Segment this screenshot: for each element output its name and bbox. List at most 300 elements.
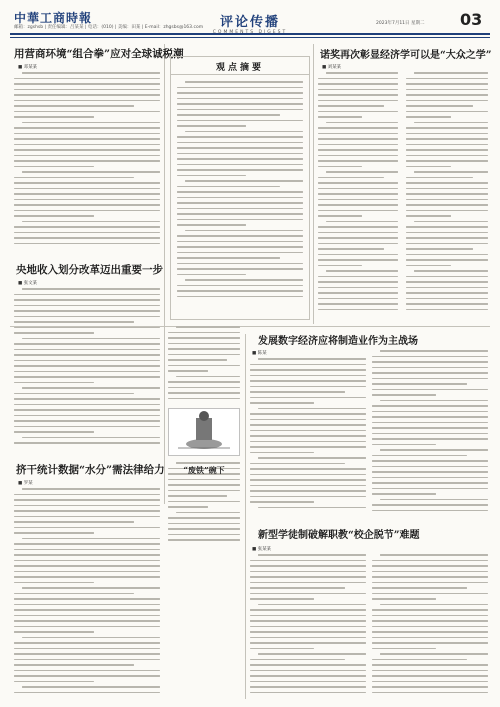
body-text-line [14, 675, 160, 677]
article-body-continued [406, 72, 488, 320]
body-text-line [14, 226, 160, 228]
body-text-line [406, 243, 488, 245]
body-text-line [14, 499, 160, 501]
body-text-line [318, 248, 384, 250]
body-text-line [406, 127, 488, 129]
body-text-line [14, 215, 94, 217]
body-text-line [318, 193, 398, 195]
body-text-line [258, 554, 366, 556]
article-body [14, 288, 160, 453]
body-text-line [406, 254, 488, 256]
body-text-line [14, 371, 160, 373]
body-text-line [168, 332, 240, 334]
article-body-continued [372, 554, 488, 700]
body-text-line [250, 419, 366, 421]
body-text-line [14, 327, 160, 329]
article-headline: 新型学徒制破解职教“校企脱节”难题 [258, 530, 420, 541]
newspaper-name: 中華工商時報 [14, 11, 93, 25]
body-text-line [372, 488, 488, 490]
body-text-line [406, 149, 488, 151]
body-text-line [318, 292, 398, 294]
body-text-line [14, 681, 94, 683]
body-text-line [372, 681, 488, 683]
body-text-line [318, 265, 362, 267]
body-text-line [406, 281, 488, 283]
body-text-line [177, 268, 303, 270]
body-text-line [177, 103, 303, 105]
body-text-line [177, 98, 303, 100]
body-text-line [14, 83, 160, 85]
body-text-line [14, 521, 134, 523]
body-text-line [22, 686, 160, 688]
body-text-line [14, 210, 160, 212]
body-text-line [372, 692, 488, 694]
body-text-line [22, 122, 160, 124]
body-text-line [14, 188, 160, 190]
body-text-line [372, 455, 467, 457]
body-text-line [168, 479, 240, 481]
body-text-line [14, 78, 160, 80]
section-title: 评论传播 [219, 15, 280, 30]
body-text-line [380, 400, 488, 402]
body-text-line [14, 426, 160, 428]
body-text-line [14, 532, 94, 534]
body-text-line [406, 292, 488, 294]
body-text-line [177, 224, 246, 226]
body-text-line [318, 210, 398, 212]
body-text-line [318, 144, 398, 146]
body-text-line [372, 394, 436, 396]
body-text-line [372, 675, 488, 677]
body-text-line [14, 111, 160, 113]
masthead-rule [10, 33, 490, 35]
body-text-line [14, 243, 160, 245]
body-text-line [177, 175, 246, 177]
body-text-line [177, 120, 303, 122]
body-text-line [318, 199, 398, 201]
body-text-line [380, 449, 488, 451]
body-text-line [406, 160, 488, 162]
body-text-line [372, 571, 488, 573]
body-text-line [372, 444, 436, 446]
body-text-line [168, 337, 240, 339]
body-text-line [177, 285, 303, 287]
body-text-line [14, 560, 160, 562]
body-text-line [14, 415, 160, 417]
body-text-line [250, 391, 345, 393]
body-text-line [14, 105, 134, 107]
body-text-line [318, 232, 398, 234]
body-text-line [250, 369, 366, 371]
article-byline: ■ 刘某某 [322, 65, 342, 70]
body-text-line [406, 133, 488, 135]
body-text-line [250, 637, 366, 639]
issue-date: 2023年7月11日 星期二 [376, 21, 425, 26]
body-text-line [414, 171, 488, 173]
body-text-line [22, 288, 160, 290]
body-text-line [14, 116, 94, 118]
body-text-line [406, 111, 488, 113]
body-text-line [372, 405, 488, 407]
body-text-line [14, 593, 134, 595]
body-text-line [22, 387, 160, 389]
column-divider [313, 44, 314, 324]
article-headline: 诺奖再次彰显经济学可以是“大众之学” [320, 50, 492, 61]
body-text-line [250, 642, 366, 644]
body-text-line [168, 348, 240, 350]
body-text-line [406, 105, 473, 107]
body-text-line [22, 221, 160, 223]
body-text-line [318, 89, 398, 91]
body-text-line [14, 659, 160, 661]
body-text-line [318, 138, 398, 140]
body-text-line [168, 398, 240, 400]
body-text-line [14, 133, 160, 135]
body-text-line [168, 370, 208, 372]
body-text-line [250, 375, 366, 377]
body-text-line [318, 116, 362, 118]
body-text-line [185, 279, 303, 281]
body-text-line [406, 177, 473, 179]
body-text-line [168, 381, 240, 383]
body-text-line [414, 122, 488, 124]
body-text-line [250, 565, 366, 567]
cartoon-title: “废铁”碗下 [183, 465, 225, 475]
body-text-line [250, 609, 366, 611]
article-body [14, 72, 160, 252]
body-text-line [250, 626, 366, 628]
body-text-line [177, 252, 303, 254]
body-text-line [414, 221, 488, 223]
body-text-line [406, 182, 488, 184]
body-text-line [250, 681, 366, 683]
body-text-line [14, 100, 160, 102]
body-text-line [318, 309, 398, 311]
body-text-line [250, 501, 314, 503]
body-text-line [406, 210, 488, 212]
body-text-line [14, 420, 160, 422]
body-text-line [168, 387, 240, 389]
body-text-line [14, 382, 94, 384]
body-text-line [406, 259, 488, 261]
body-text-line [177, 186, 280, 188]
body-text-line [380, 653, 488, 655]
body-text-line [406, 94, 488, 96]
body-text-line [14, 598, 160, 600]
body-text-line [406, 226, 488, 228]
body-text-line [14, 527, 160, 529]
body-text-line [14, 89, 160, 91]
body-text-line [177, 263, 303, 265]
body-text-line [168, 539, 240, 541]
body-text-line [177, 213, 303, 215]
body-text-line [318, 111, 398, 113]
body-text-line [185, 230, 303, 232]
body-text-line [14, 94, 160, 96]
body-text-line [372, 356, 488, 358]
body-text-line [177, 208, 303, 210]
body-text-line [168, 359, 227, 361]
body-text-line [250, 576, 366, 578]
body-text-line [14, 365, 160, 367]
body-text-line [318, 237, 398, 239]
article-body [318, 72, 398, 320]
body-text-line [326, 171, 398, 173]
body-text-line [14, 310, 160, 312]
body-text-line [326, 122, 398, 124]
body-text-line [318, 226, 398, 228]
cartoon-drawing [168, 408, 240, 456]
body-text-line [318, 78, 398, 80]
body-text-line [177, 296, 303, 298]
body-text-line [372, 460, 488, 462]
body-text-line [14, 332, 94, 334]
body-text-line [406, 276, 488, 278]
body-text-line [318, 204, 398, 206]
body-text-line [14, 127, 160, 129]
body-text-line [14, 615, 160, 617]
body-text-line [318, 298, 398, 300]
body-text-line [14, 349, 160, 351]
body-text-line [14, 316, 160, 318]
body-text-line [185, 131, 303, 133]
body-text-line [14, 193, 160, 195]
body-text-line [250, 485, 366, 487]
body-text-line [406, 232, 488, 234]
body-text-line [177, 109, 303, 111]
article-byline: ■ 陈某 [252, 351, 267, 356]
body-text-line [14, 294, 160, 296]
body-text-line [406, 303, 488, 305]
body-text-line [177, 197, 303, 199]
body-text-line [372, 378, 488, 380]
body-text-line [14, 149, 160, 151]
body-text-line [380, 604, 488, 606]
article-byline: ■ 张文某 [18, 281, 38, 286]
body-text-line [250, 631, 366, 633]
body-text-line [14, 160, 160, 162]
body-text-line [258, 507, 366, 509]
body-text-line [14, 670, 160, 672]
body-text-line [14, 232, 160, 234]
body-text-line [177, 158, 303, 160]
body-text-line [318, 94, 398, 96]
body-text-line [168, 501, 240, 503]
article-byline: ■ 邓某某 [18, 65, 38, 70]
body-text-line [250, 402, 314, 404]
body-text-line [177, 241, 303, 243]
body-text-line [14, 354, 160, 356]
body-text-line [318, 182, 398, 184]
masthead-info-line: 邮箱：zgshsb | 责任编辑：吕某某 | 电话：(010) | 美编：田某 | E-mail：zhgsbs@163.com [14, 25, 204, 30]
article-body-continued [372, 350, 488, 518]
body-text-line [372, 477, 488, 479]
body-text-line [250, 692, 366, 694]
body-text-line [250, 670, 366, 672]
body-text-line [326, 270, 398, 272]
body-text-line [14, 505, 160, 507]
body-text-line [177, 202, 303, 204]
body-text-line [250, 675, 366, 677]
body-text-line [250, 686, 366, 688]
body-text-line [176, 512, 240, 514]
body-text-line [14, 565, 160, 567]
body-text-line [14, 609, 160, 611]
body-text-line [177, 153, 303, 155]
body-text-line [406, 138, 488, 140]
body-text-line [372, 637, 488, 639]
body-text-line [372, 433, 488, 435]
article-body [14, 488, 160, 700]
article-headline: 用营商环境“组合拳”应对全球诚税潮 [14, 48, 184, 60]
body-text-line [14, 376, 160, 378]
body-text-line [250, 582, 366, 584]
article-headline: 挤干统计数据“水分”需法律给力 [16, 464, 165, 476]
body-text-line [372, 587, 467, 589]
body-text-line [250, 620, 366, 622]
body-text-line [22, 637, 160, 639]
body-text-line [318, 166, 362, 168]
body-text-line [250, 496, 366, 498]
body-text-line [318, 127, 398, 129]
body-text-line [318, 303, 398, 305]
body-text-line [372, 361, 488, 363]
section-badge [200, 11, 300, 35]
body-text-line [406, 116, 451, 118]
body-text-line [250, 664, 366, 666]
body-text-line [250, 479, 366, 481]
body-text-line [372, 389, 488, 391]
body-text-line [372, 504, 488, 506]
body-text-line [14, 204, 160, 206]
body-text-line [14, 138, 160, 140]
body-text-line [14, 692, 160, 694]
body-text-line [406, 144, 488, 146]
body-text-line [372, 565, 488, 567]
body-text-line [372, 422, 488, 424]
body-text-line [318, 254, 398, 256]
article-byline: ■ 张某某 [252, 547, 272, 552]
body-text-line [250, 615, 366, 617]
body-text-line [406, 193, 488, 195]
body-text-line [250, 648, 314, 650]
body-text-line [14, 431, 94, 433]
body-text-line [14, 321, 134, 323]
body-text-line [168, 354, 240, 356]
body-text-line [318, 276, 398, 278]
body-text-line [250, 593, 366, 595]
masthead-rule-thin [10, 37, 490, 38]
body-text-line [250, 446, 366, 448]
body-text-line [14, 571, 160, 573]
body-text-line [406, 155, 488, 157]
body-text-line [372, 582, 488, 584]
body-text-line [14, 664, 134, 666]
body-text-line [22, 437, 160, 439]
body-text-line [406, 248, 473, 250]
body-text-line [406, 204, 488, 206]
body-text-line [250, 659, 345, 661]
body-text-line [177, 274, 246, 276]
article-byline: ■ 罗某 [18, 481, 33, 486]
body-text-line [250, 441, 366, 443]
body-text-line [318, 215, 362, 217]
body-text-line [22, 587, 160, 589]
body-text-line [185, 81, 303, 83]
body-text-line [406, 199, 488, 201]
body-text-line [176, 326, 240, 328]
body-text-line [176, 376, 240, 378]
body-text-line [168, 392, 240, 394]
body-text-line [14, 543, 160, 545]
body-text-line [22, 171, 160, 173]
body-text-line [14, 182, 160, 184]
article-body [250, 358, 366, 518]
body-text-line [318, 83, 398, 85]
body-text-line [14, 404, 160, 406]
body-text-line [406, 188, 488, 190]
body-text-line [258, 653, 366, 655]
body-text-line [14, 199, 160, 201]
body-text-line [372, 438, 488, 440]
body-text-line [372, 383, 467, 385]
body-text-line [406, 298, 488, 300]
body-text-line [168, 365, 240, 367]
body-text-line [372, 670, 488, 672]
body-text-line [14, 631, 94, 633]
body-text-line [168, 506, 208, 508]
body-text-line [250, 397, 366, 399]
viewpoint-box [170, 74, 310, 320]
viewpoint-header [170, 56, 310, 75]
body-text-line [14, 299, 160, 301]
body-text-line [14, 626, 160, 628]
body-text-line [14, 549, 160, 551]
body-text-line [406, 265, 451, 267]
body-text-line [250, 435, 366, 437]
body-text-line [372, 631, 488, 633]
body-text-line [318, 188, 398, 190]
body-text-line [372, 576, 488, 578]
body-text-line [14, 554, 160, 556]
body-text-line [318, 243, 398, 245]
body-text-line [14, 393, 134, 395]
body-text-line [14, 494, 160, 496]
body-text-line [250, 490, 366, 492]
body-text-line [177, 87, 303, 89]
body-text-line [258, 604, 366, 606]
body-text-line [14, 442, 160, 444]
body-text-line [258, 408, 366, 410]
body-text-line [177, 246, 303, 248]
body-text-line [177, 257, 280, 259]
body-text-line [258, 457, 366, 459]
body-text-line [318, 281, 398, 283]
body-text-line [14, 516, 160, 518]
body-text-line [406, 78, 488, 80]
body-text-line [250, 560, 366, 562]
body-text-line [14, 166, 94, 168]
body-text-line [380, 554, 488, 556]
body-text-line [372, 593, 488, 595]
body-text-line [250, 386, 366, 388]
body-text-line [22, 338, 160, 340]
body-text-line [177, 136, 303, 138]
body-text-line [318, 133, 398, 135]
article-headline: 央地收入划分改革迈出重要一步 [16, 264, 163, 276]
body-text-line [168, 490, 240, 492]
body-text-line [406, 100, 488, 102]
